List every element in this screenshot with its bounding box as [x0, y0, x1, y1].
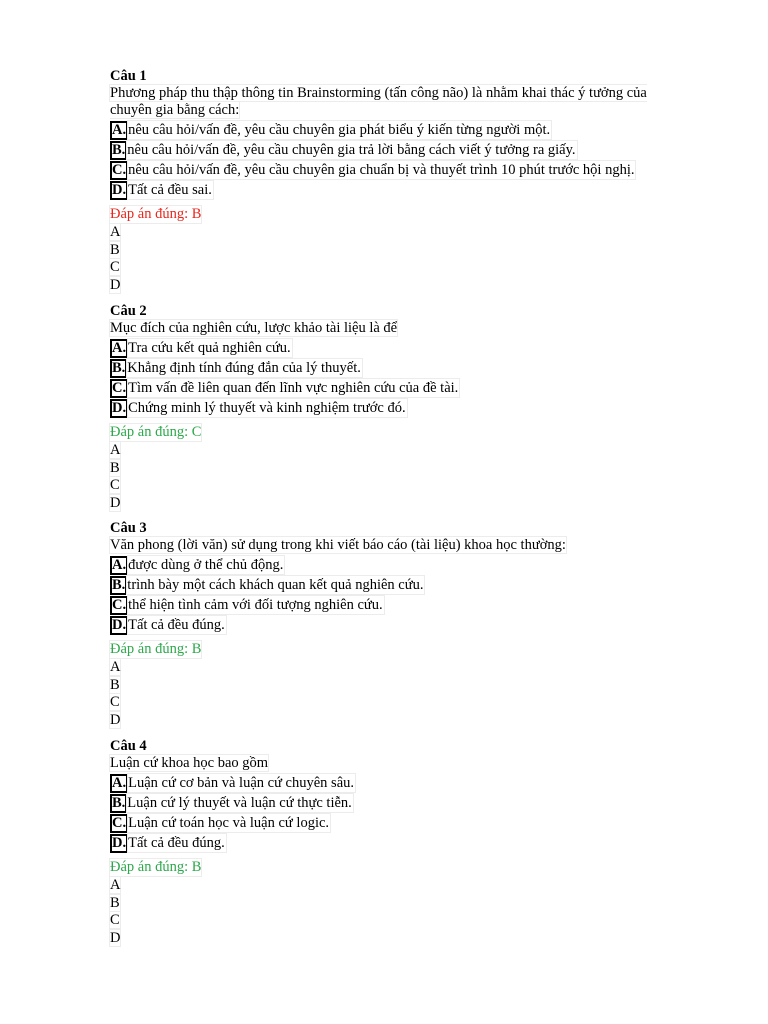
option-text: Chứng minh lý thuyết và kinh nghiệm trước đó.: [128, 400, 406, 416]
option-text: Tìm vấn đề liên quan đến lĩnh vực nghiên cứu của đề tài.: [128, 380, 459, 396]
question-title: Câu 4: [110, 738, 147, 754]
option-text: nêu câu hỏi/vấn đề, yêu cầu chuyên gia phát biểu ý kiến từng người một.: [128, 122, 551, 138]
option-letter: D.: [112, 400, 127, 416]
option-letter: B.: [112, 795, 126, 811]
option-c: [110, 161, 690, 179]
option-letter: B.: [112, 360, 126, 376]
answer-letter: D: [110, 276, 121, 293]
option-b: [110, 576, 690, 594]
option-text: nêu câu hỏi/vấn đề, yêu cầu chuyên gia trả lời bằng cách viết ý tưởng ra giấy.: [127, 142, 576, 158]
option-letter: D.: [112, 617, 127, 633]
option-text: Luận cứ toán học và luận cứ logic.: [128, 815, 330, 831]
question-text: Văn phong (lời văn) sử dụng trong khi viết báo cáo (tài liệu) khoa học thường:: [110, 537, 566, 553]
option-c: [110, 814, 690, 832]
answer-letter: B: [110, 241, 120, 258]
option-d: [110, 181, 690, 199]
correct-answer: Đáp án đúng: B: [110, 641, 202, 657]
answer-letter: C: [110, 259, 120, 275]
answer-letter: C: [110, 477, 120, 493]
option-letter: B.: [112, 577, 126, 593]
option-letter: A.: [112, 340, 127, 356]
answer-letters: [110, 659, 690, 729]
question-text: Phương pháp thu thập thông tin Brainstorming (tấn công não) là nhằm khai thác ý tưởng của chuyên gia bằng cách:: [110, 85, 647, 118]
question-text: Mục đích của nghiên cứu, lược khảo tài liệu là để: [110, 320, 398, 336]
question-4: [110, 738, 690, 947]
option-letter: A.: [112, 122, 127, 138]
option-text: Tất cả đều sai.: [128, 182, 212, 198]
option-text: Luận cứ cơ bản và luận cứ chuyên sâu.: [128, 775, 355, 791]
question-2: [110, 303, 690, 512]
question-1: [110, 68, 690, 294]
option-text: Khẳng định tính đúng đắn của lý thuyết.: [127, 360, 361, 376]
option-d: [110, 616, 690, 634]
option-letter: C.: [112, 380, 127, 396]
option-text: trình bày một cách khách quan kết quả nghiên cứu.: [127, 577, 424, 593]
option-letter: C.: [112, 597, 127, 613]
option-letter: A.: [112, 557, 127, 573]
option-text: Tất cả đều đúng.: [128, 617, 225, 633]
option-text: được dùng ở thể chủ động.: [128, 557, 284, 573]
answer-letter: A: [110, 659, 121, 675]
option-letter: B.: [112, 142, 126, 158]
answer-letter: D: [110, 711, 121, 728]
option-c: [110, 379, 690, 397]
option-c: [110, 596, 690, 614]
option-letter: C.: [112, 815, 127, 831]
answer-letters: [110, 442, 690, 512]
option-text: Tất cả đều đúng.: [128, 835, 225, 851]
option-b: [110, 141, 690, 159]
question-title: Câu 3: [110, 520, 147, 536]
option-text: Tra cứu kết quả nghiên cứu.: [128, 340, 291, 356]
answer-letter: A: [110, 877, 121, 893]
question-text: Luận cứ khoa học bao gồm: [110, 755, 269, 771]
correct-answer: Đáp án đúng: B: [110, 206, 202, 222]
answer-letter: A: [110, 224, 121, 240]
option-d: [110, 399, 690, 417]
option-b: [110, 794, 690, 812]
option-a: [110, 339, 690, 357]
option-letter: C.: [112, 162, 127, 178]
answer-letter: A: [110, 442, 121, 458]
option-a: [110, 556, 690, 574]
correct-answer: Đáp án đúng: C: [110, 424, 202, 440]
option-a: [110, 121, 690, 139]
answer-letter: C: [110, 912, 120, 928]
question-3: [110, 520, 690, 729]
option-d: [110, 834, 690, 852]
answer-letter: D: [110, 494, 121, 511]
question-title: Câu 2: [110, 303, 147, 319]
answer-letter: C: [110, 694, 120, 710]
option-text: thể hiện tình cảm với đối tượng nghiên cứu.: [128, 597, 383, 613]
answer-letters: [110, 877, 690, 947]
answer-letter: B: [110, 459, 120, 476]
correct-answer: Đáp án đúng: B: [110, 859, 202, 875]
question-title: Câu 1: [110, 68, 147, 84]
answer-letters: [110, 224, 690, 294]
option-text: nêu câu hỏi/vấn đề, yêu cầu chuyên gia chuẩn bị và thuyết trình 10 phút trước hội nghị.: [128, 162, 635, 178]
option-letter: D.: [112, 182, 127, 198]
option-b: [110, 359, 690, 377]
option-letter: D.: [112, 835, 127, 851]
option-letter: A.: [112, 775, 127, 791]
answer-letter: B: [110, 676, 120, 693]
option-a: [110, 774, 690, 792]
option-text: Luận cứ lý thuyết và luận cứ thực tiễn.: [127, 795, 352, 811]
answer-letter: B: [110, 894, 120, 911]
answer-letter: D: [110, 929, 121, 946]
